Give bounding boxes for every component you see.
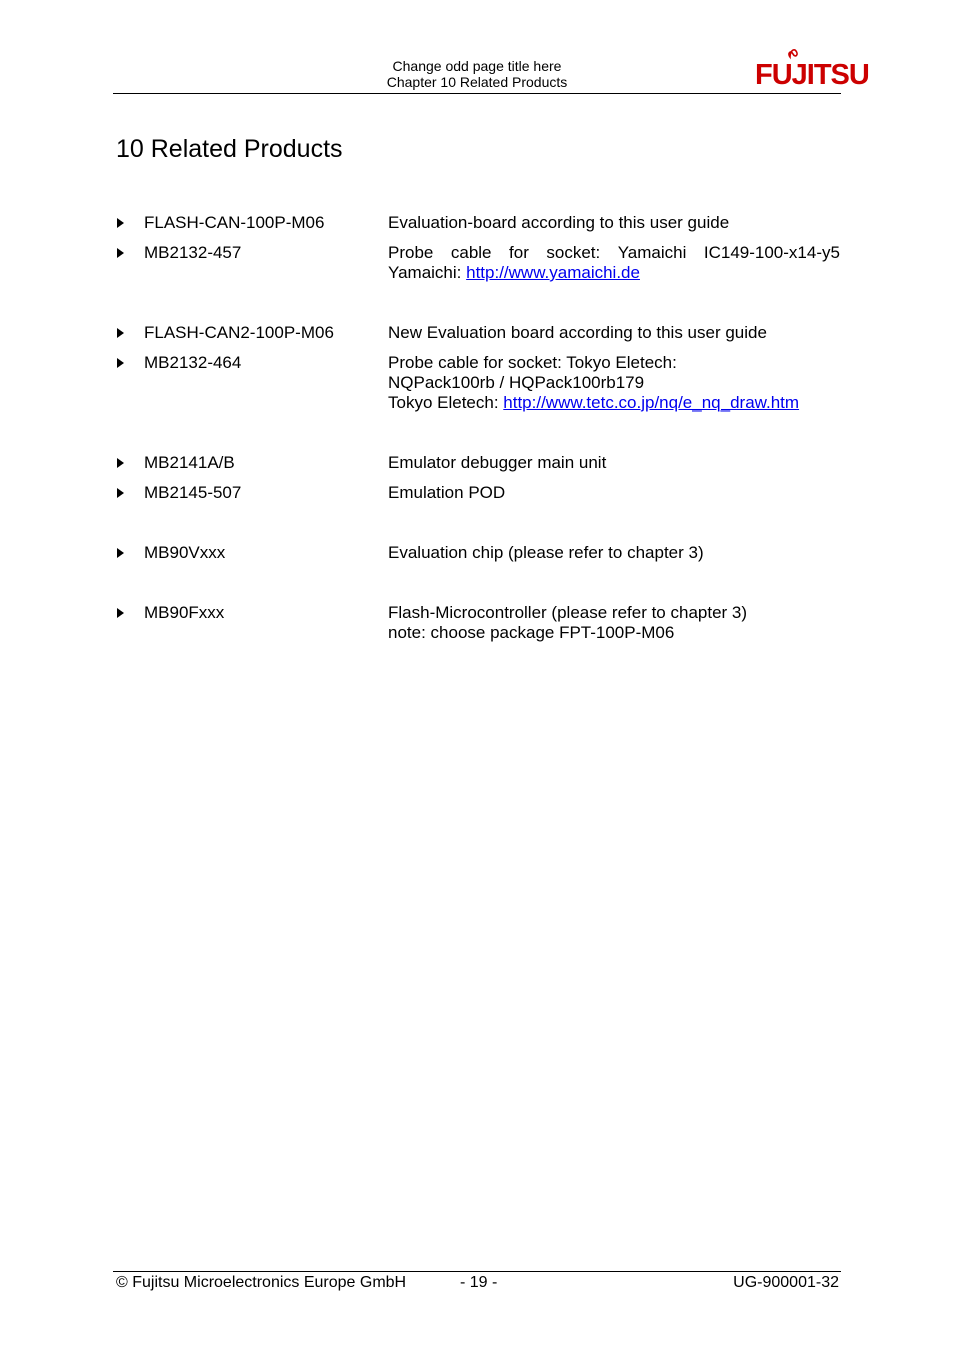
header-divider: [113, 93, 841, 94]
product-description: [388, 483, 840, 503]
description-line: Probe cable for socket: Yamaichi IC149-100-x14-y5: [388, 243, 840, 262]
fujitsu-logo: [753, 44, 869, 92]
description-line: note: choose package FPT-100P-M06: [388, 623, 675, 642]
product-description: [388, 543, 840, 563]
triangle-right-icon: [116, 487, 126, 499]
triangle-right-icon: [116, 607, 126, 619]
triangle-right-icon: [116, 247, 126, 259]
page-title: 10 Related Products: [116, 135, 343, 163]
footer-page-number: - 19 -: [460, 1274, 498, 1291]
product-description: [388, 603, 840, 643]
logo-wordmark: FUJITSU: [755, 59, 869, 91]
triangle-right-icon: [116, 217, 126, 229]
triangle-right-icon: [116, 327, 126, 339]
description-line: Yamaichi: http://www.yamaichi.de: [388, 263, 640, 282]
description-line: NQPack100rb / HQPack100rb179: [388, 373, 645, 392]
description-line: New Evaluation board according to this user guide: [388, 323, 767, 342]
description-line: Flash-Microcontroller (please refer to chapter 3): [388, 603, 748, 622]
description-line: Emulation POD: [388, 483, 506, 502]
product-name: MB2145-507: [144, 483, 242, 502]
product-name: MB2132-464: [144, 353, 242, 372]
product-name: MB90Vxxx: [144, 543, 226, 562]
footer-document-id: UG-900001-32: [733, 1274, 839, 1291]
header-title-line2: Chapter 10 Related Products: [386, 74, 568, 90]
product-name: FLASH-CAN2-100P-M06: [144, 323, 334, 342]
product-name: MB2141A/B: [144, 453, 235, 472]
triangle-right-icon: [116, 357, 126, 369]
description-line: Evaluation chip (please refer to chapter 3): [388, 543, 704, 562]
yamaichi-link[interactable]: http://www.yamaichi.de: [466, 263, 640, 282]
product-description: [388, 323, 840, 343]
product-description: [388, 213, 840, 233]
product-name: FLASH-CAN-100P-M06: [144, 213, 325, 232]
tokyo-eletech-link[interactable]: http://www.tetc.co.jp/nq/e_nq_draw.htm: [503, 393, 800, 412]
triangle-right-icon: [116, 547, 126, 559]
product-name: MB2132-457: [144, 243, 242, 262]
product-description: [388, 453, 840, 473]
footer-divider: [113, 1271, 841, 1272]
product-name: MB90Fxxx: [144, 603, 225, 622]
description-line: Probe cable for socket: Tokyo Eletech:: [388, 353, 677, 372]
product-description: [388, 243, 840, 283]
description-line: Emulator debugger main unit: [388, 453, 607, 472]
header-title-line1: Change odd page title here: [392, 58, 562, 74]
description-line: Evaluation-board according to this user guide: [388, 213, 730, 232]
product-description: [388, 353, 840, 413]
footer-copyright: © Fujitsu Microelectronics Europe GmbH: [116, 1274, 407, 1291]
description-line: Tokyo Eletech: http://www.tetc.co.jp/nq/e_nq_draw.htm: [388, 393, 800, 412]
triangle-right-icon: [116, 457, 126, 469]
